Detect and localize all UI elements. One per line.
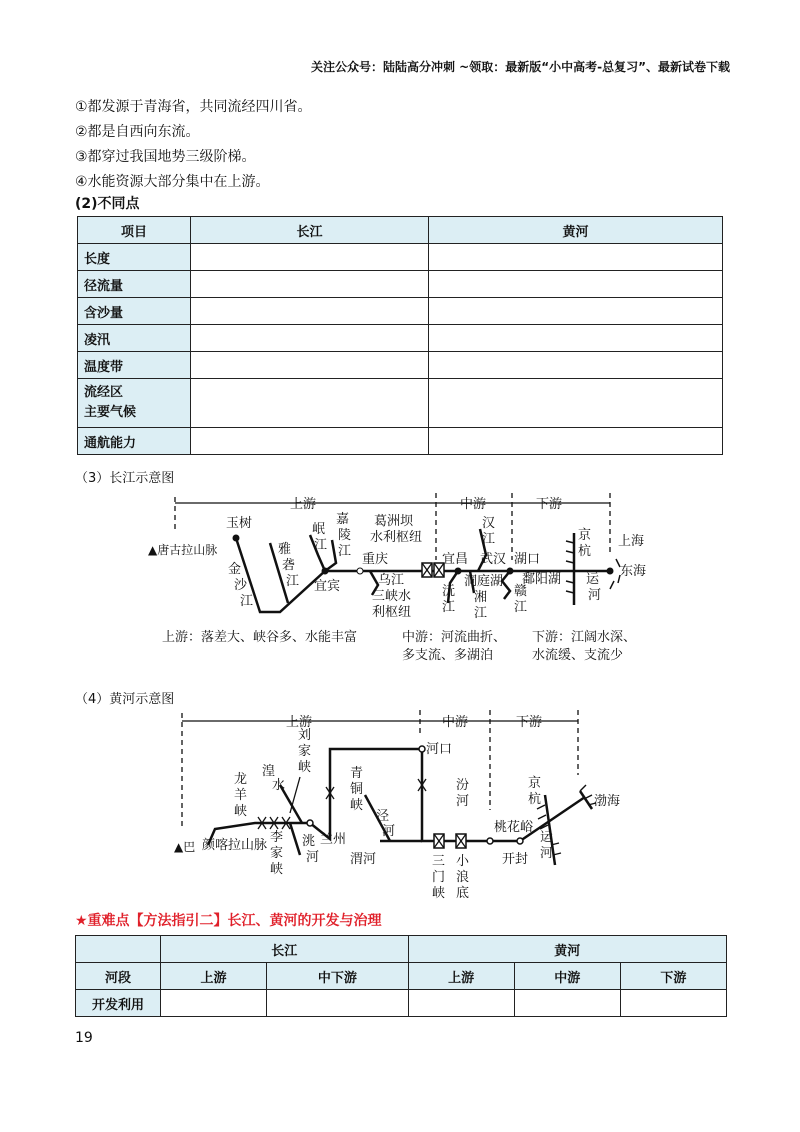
map-label: 门 <box>432 870 446 885</box>
map-label: 河 <box>540 846 554 861</box>
answer-cell[interactable] <box>191 271 429 298</box>
development-table <box>75 935 727 1017</box>
map-label: 洮 <box>302 834 316 849</box>
map-label: 江 <box>338 544 352 559</box>
map-label: 上游：落差大、峡谷多、水能丰富 <box>162 630 358 645</box>
answer-cell[interactable] <box>191 428 429 455</box>
yellow-river-diagram <box>160 705 660 900</box>
diff-heading: (2)不同点 <box>75 196 140 212</box>
row-label: 流经区 主要气候 <box>78 379 191 428</box>
row-label: 开发利用 <box>76 990 161 1017</box>
map-label: 鄱阳湖 <box>522 572 562 587</box>
section-header: 中游 <box>514 963 620 990</box>
map-label: 家 <box>270 846 284 861</box>
map-label: 桃花峪 <box>494 820 534 835</box>
map-label: 颜喀拉山脉 <box>202 838 268 853</box>
map-label: 赣 <box>514 584 528 599</box>
map-label: 河 <box>382 824 396 839</box>
map-label: 杭 <box>528 792 542 807</box>
map-label: 底 <box>456 886 470 900</box>
map-label: 家 <box>298 744 312 759</box>
map-label: 湖口 <box>514 552 541 567</box>
map-label: 河口 <box>426 742 453 757</box>
map-label: 上海 <box>618 534 645 549</box>
map-label: 雅 <box>278 542 292 557</box>
answer-cell[interactable] <box>429 379 723 428</box>
answer-cell[interactable] <box>620 990 726 1017</box>
map-label: 三 <box>432 854 446 869</box>
map-label: 京 <box>528 776 542 791</box>
answer-cell[interactable] <box>429 244 723 271</box>
map-label: 铜 <box>350 782 364 797</box>
map-label: 水流缓、支流少 <box>532 648 624 663</box>
map-label: 洞庭湖 <box>464 574 504 589</box>
map-label: 兰州 <box>320 832 347 847</box>
map-label: 河 <box>306 850 320 865</box>
row-label: 通航能力 <box>78 428 191 455</box>
section-label: 河段 <box>76 963 161 990</box>
map-label: 岷 <box>312 522 326 537</box>
map-label: 运 <box>540 830 554 845</box>
yangtze-diagram <box>140 485 680 665</box>
answer-cell[interactable] <box>429 271 723 298</box>
map-label: 中游 <box>442 715 469 730</box>
map-label: 宜昌 <box>442 552 469 567</box>
answer-cell[interactable] <box>191 379 429 428</box>
map-label: 峡 <box>298 760 312 775</box>
map-label: 渭河 <box>350 852 377 867</box>
similarity-list <box>75 95 312 195</box>
map-label: 江 <box>286 574 300 589</box>
map-label: 水 <box>272 778 286 793</box>
row-label: 含沙量 <box>78 298 191 325</box>
map-label: 湘 <box>474 590 488 605</box>
map-label: 李 <box>270 830 284 845</box>
map-label: 砻 <box>282 558 296 573</box>
map-label: 沙 <box>234 578 248 593</box>
map-label: 嘉 <box>336 512 350 527</box>
page-number: 19 <box>75 1030 93 1046</box>
map-label: 葛洲坝 <box>374 514 414 529</box>
map-label: 多支流、多湖泊 <box>402 648 494 663</box>
corner-cell <box>76 936 161 963</box>
map-label: 玉树 <box>226 516 253 531</box>
row-label: 凌汛 <box>78 325 191 352</box>
answer-cell[interactable] <box>514 990 620 1017</box>
map-label: 杭 <box>578 544 592 559</box>
map-label: 羊 <box>234 788 248 803</box>
yellow-caption: （4）黄河示意图 <box>75 692 175 707</box>
page-header: 关注公众号：陆陆高分冲刺 ~领取：最新版“小中高考-总复习”、最新试卷下载 <box>311 60 730 74</box>
map-label: 峡 <box>432 886 446 900</box>
map-label: 上游 <box>290 497 317 512</box>
map-label: 峡 <box>234 804 248 819</box>
answer-cell[interactable] <box>429 352 723 379</box>
row-label: 径流量 <box>78 271 191 298</box>
col-header-yangtze: 长江 <box>191 217 429 244</box>
col-header-yellow: 黄河 <box>429 217 723 244</box>
map-label: 泾 <box>376 809 390 824</box>
answer-cell[interactable] <box>191 325 429 352</box>
map-label: 沅 <box>442 584 456 599</box>
map-label: 江 <box>314 538 328 553</box>
map-label: 江 <box>482 532 496 547</box>
map-label: 江 <box>442 600 456 615</box>
map-label: 三峡水 <box>372 589 412 604</box>
answer-cell[interactable] <box>161 990 267 1017</box>
similarity-item: ④水能资源大部分集中在上游。 <box>75 174 270 190</box>
answer-cell[interactable] <box>429 428 723 455</box>
map-label: 陵 <box>338 528 352 543</box>
map-label: 江 <box>474 606 488 621</box>
map-label: 乌江 <box>378 573 405 588</box>
map-label: 宜宾 <box>314 579 341 594</box>
col-header-item: 项目 <box>78 217 191 244</box>
section-header: 上游 <box>408 963 514 990</box>
map-label: 下游：江阔水深、 <box>532 630 637 645</box>
row-label: 温度带 <box>78 352 191 379</box>
map-label: 汉 <box>482 516 496 531</box>
answer-cell[interactable] <box>191 244 429 271</box>
map-label: 河 <box>588 588 602 603</box>
map-label: 刘 <box>298 728 312 743</box>
map-label: 青 <box>350 766 364 781</box>
similarity-item: ②都是自西向东流。 <box>75 124 200 140</box>
map-label: 金 <box>228 562 242 577</box>
answer-cell[interactable] <box>191 352 429 379</box>
similarity-item: ①都发源于青海省，共同流经四川省。 <box>75 99 312 115</box>
map-label: 利枢纽 <box>372 605 412 620</box>
difference-table <box>77 216 723 455</box>
map-label: 下游 <box>516 715 543 730</box>
answer-cell[interactable] <box>429 325 723 352</box>
map-label: 渤海 <box>594 794 621 809</box>
map-label: 湟 <box>262 764 276 779</box>
answer-cell[interactable] <box>191 298 429 325</box>
similarity-item: ③都穿过我国地势三级阶梯。 <box>75 149 256 165</box>
map-label: 小 <box>456 854 470 869</box>
map-label: ▲唐古拉山脉 <box>148 543 218 557</box>
answer-cell[interactable] <box>429 298 723 325</box>
map-label: 东海 <box>620 564 647 579</box>
map-label: 江 <box>514 600 528 615</box>
map-label: 浪 <box>456 870 470 885</box>
map-label: 京 <box>578 528 592 543</box>
yangtze-caption: （3）长江示意图 <box>75 471 175 486</box>
map-label: 峡 <box>270 862 284 877</box>
river-header: 黄河 <box>408 936 726 963</box>
map-label: 上游 <box>286 715 313 730</box>
map-label: 水利枢纽 <box>370 530 423 545</box>
map-label: 汾 <box>456 778 470 793</box>
map-label: 峡 <box>350 798 364 813</box>
map-label: 江 <box>240 594 254 609</box>
map-label: ▲巴 <box>174 840 196 854</box>
key-point-title: ★重难点【方法指引二】长江、黄河的开发与治理 <box>75 913 382 929</box>
map-label: 中游 <box>460 497 487 512</box>
map-label: 运 <box>586 572 600 587</box>
section-header: 下游 <box>620 963 726 990</box>
map-label: 下游 <box>536 497 563 512</box>
map-label: 重庆 <box>362 552 389 567</box>
answer-cell[interactable] <box>408 990 514 1017</box>
map-label: 开封 <box>502 852 529 867</box>
section-header: 上游 <box>161 963 267 990</box>
map-label: 中游：河流曲折、 <box>402 630 507 645</box>
answer-cell[interactable] <box>267 990 408 1017</box>
map-label: 龙 <box>234 772 248 787</box>
map-label: 武汉 <box>480 552 507 567</box>
map-label: 河 <box>456 794 470 809</box>
river-header: 长江 <box>161 936 409 963</box>
row-label: 长度 <box>78 244 191 271</box>
section-header: 中下游 <box>267 963 408 990</box>
